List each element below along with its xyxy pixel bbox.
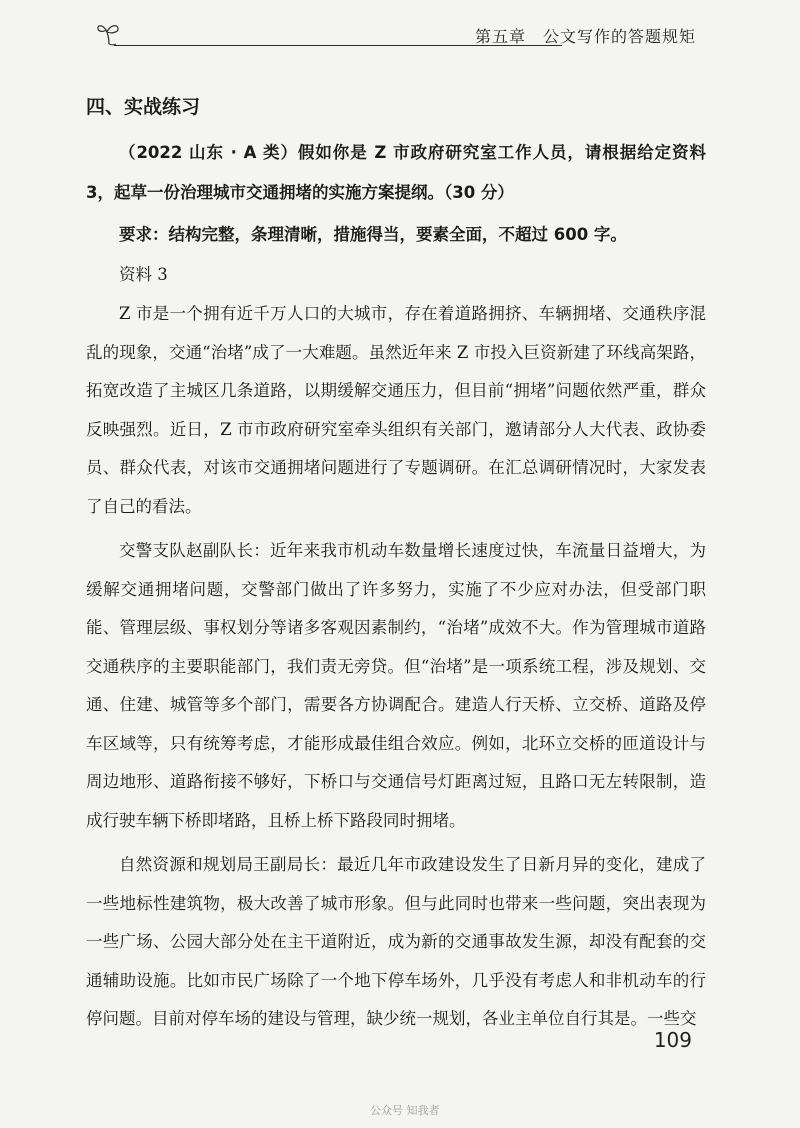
sprout-icon	[96, 20, 122, 46]
section-title: 四、实战练习	[86, 96, 201, 118]
watermark: 公众号 知我者	[370, 1104, 440, 1117]
chapter-title: 第五章 公文写作的答题规矩	[474, 27, 696, 46]
paragraph: Z 市是一个拥有近千万人口的大城市，存在着道路拥挤、车辆拥堵、交通秩序混乱的现象，交通“治堵”成了一大难题。虽然近年来 Z 市投入巨资新建了环线高架路，拓宽改造了主城区几条道路，以期缓解交通压力，但目前“拥堵”问题依然严重，群众反映强烈。近日，Z 市市政府研究室牵头组织有关部门，邀请部分人大代表、政协委员、群众代表，对该市交通拥堵问题进行了专题调研。在汇总调研情况时，大家发表了自己的看法。	[86, 304, 706, 516]
page-number: 109	[653, 1028, 692, 1052]
requirement-text: 要求：结构完整，条理清晰，措施得当，要素全面，不超过 600 字。	[119, 225, 627, 244]
material-label: 资料 3	[119, 265, 168, 284]
paragraph: 交警支队赵副队长：近年来我市机动车数量增长速度过快，车流量日益增大，为缓解交通拥堵问题，交警部门做出了许多努力，实施了不少应对办法，但受部门职能、管理层级、事权划分等诸多客观因素制约，“治堵”成效不大。作为管理城市道路交通秩序的主要职能部门，我们责无旁贷。但“治堵”是一项系统工程，涉及规划、交通、住建、城管等多个部门，需要各方协调配合。建造人行天桥、立交桥、道路及停车区域等，只有统筹考虑，才能形成最佳组合效应。例如，北环立交桥的匝道设计与周边地形、道路衔接不够好，下桥口与交通信号灯距离过短，且路口无左转限制，造成行驶车辆下桥即堵路，且桥上桥下路段同时拥堵。	[86, 541, 706, 830]
page-body	[86, 92, 706, 1045]
paragraph: 自然资源和规划局王副局长：最近几年市政建设发生了日新月异的变化，建成了一些地标性建筑物，极大改善了城市形象。但与此同时也带来一些问题，突出表现为一些广场、公园大部分处在主干道附近，成为新的交通事故发生源，却没有配套的交通辅助设施。比如市民广场除了一个地下停车场外，几乎没有考虑人和非机动车的行停问题。目前对停车场的建设与管理，缺少统一规划，各业主单位自行其是。一些交	[86, 855, 706, 1028]
question-text: （2022 山东 · A 类）假如你是 Z 市政府研究室工作人员，请根据给定资料 3，起草一份治理城市交通拥堵的实施方案提纲。（30 分）	[86, 143, 706, 202]
running-header	[96, 18, 696, 50]
